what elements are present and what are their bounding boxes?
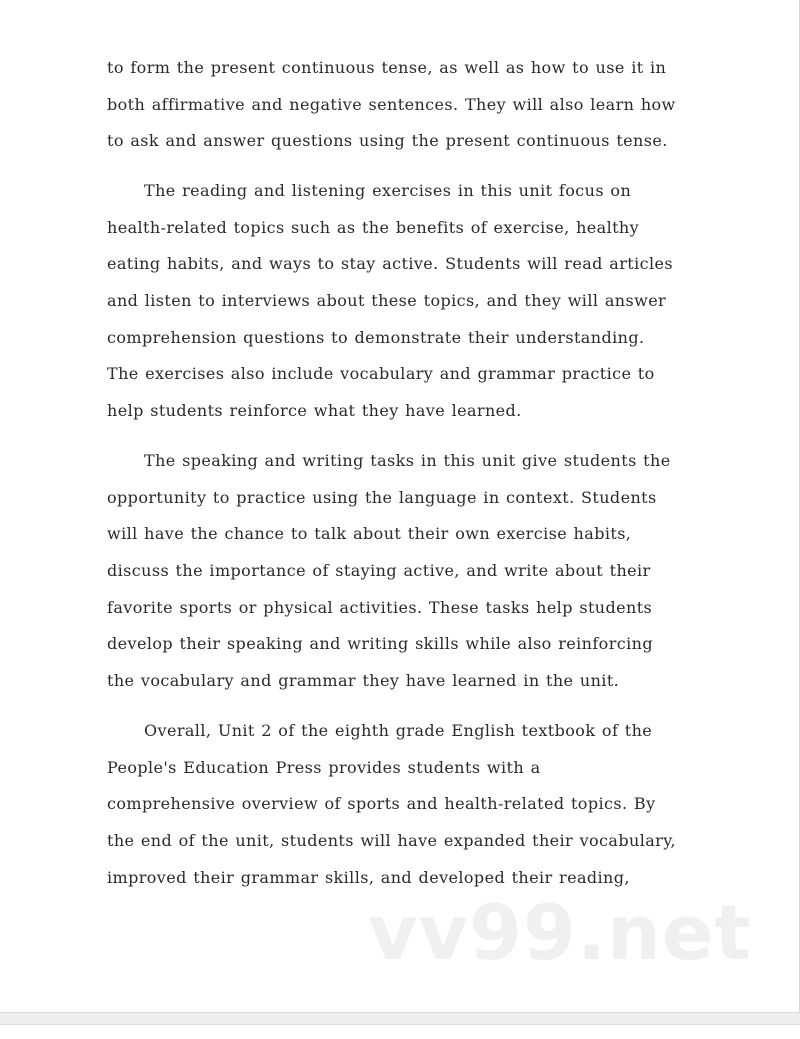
paragraph-line: will have the chance to talk about their own exercise habits, (107, 524, 632, 544)
paragraph-1 (107, 50, 757, 160)
paragraph-line: health-related topics such as the benefits of exercise, healthy (107, 217, 640, 237)
paragraph-4 (107, 713, 757, 896)
watermark: vv99.net (368, 888, 752, 977)
paragraph-line: People's Education Press provides students with a (107, 757, 541, 777)
paragraph-line: favorite sports or physical activities. These tasks help students (107, 597, 653, 617)
paragraph-line: both affirmative and negative sentences. They will also learn how (107, 94, 676, 114)
paragraph-line: discuss the importance of staying active, and write about their (107, 561, 651, 581)
paragraph-line: The reading and listening exercises in this unit focus on (144, 181, 632, 200)
paragraph-line: to form the present continuous tense, as well as how to use it in (107, 58, 667, 77)
paragraph-line: Overall, Unit 2 of the eighth grade English textbook of the (144, 721, 653, 740)
paragraph-3 (107, 443, 757, 700)
paragraph-line: improved their grammar skills, and developed their reading, (107, 867, 630, 887)
paragraph-line: The speaking and writing tasks in this unit give students the (144, 451, 671, 470)
page-separator (0, 1012, 800, 1025)
paragraph-line: comprehensive overview of sports and health-related topics. By (107, 794, 656, 814)
paragraph-line: help students reinforce what they have learned. (107, 401, 522, 421)
paragraph-line: eating habits, and ways to stay active. Students will read articles (107, 254, 673, 274)
paragraph-line: opportunity to practice using the language in context. Students (107, 487, 657, 507)
next-page-edge (0, 1025, 800, 1039)
paragraph-line: the vocabulary and grammar they have learned in the unit. (107, 671, 620, 691)
paragraph-line: the end of the unit, students will have expanded their vocabulary, (107, 831, 677, 851)
paragraph-line: to ask and answer questions using the present continuous tense. (107, 131, 668, 151)
paragraph-line: develop their speaking and writing skills while also reinforcing (107, 634, 653, 654)
paragraph-2 (107, 173, 757, 430)
paragraph-line: comprehension questions to demonstrate their understanding. (107, 327, 645, 347)
paragraph-line: and listen to interviews about these topics, and they will answer (107, 291, 667, 311)
paragraph-line: The exercises also include vocabulary and grammar practice to (107, 364, 655, 384)
